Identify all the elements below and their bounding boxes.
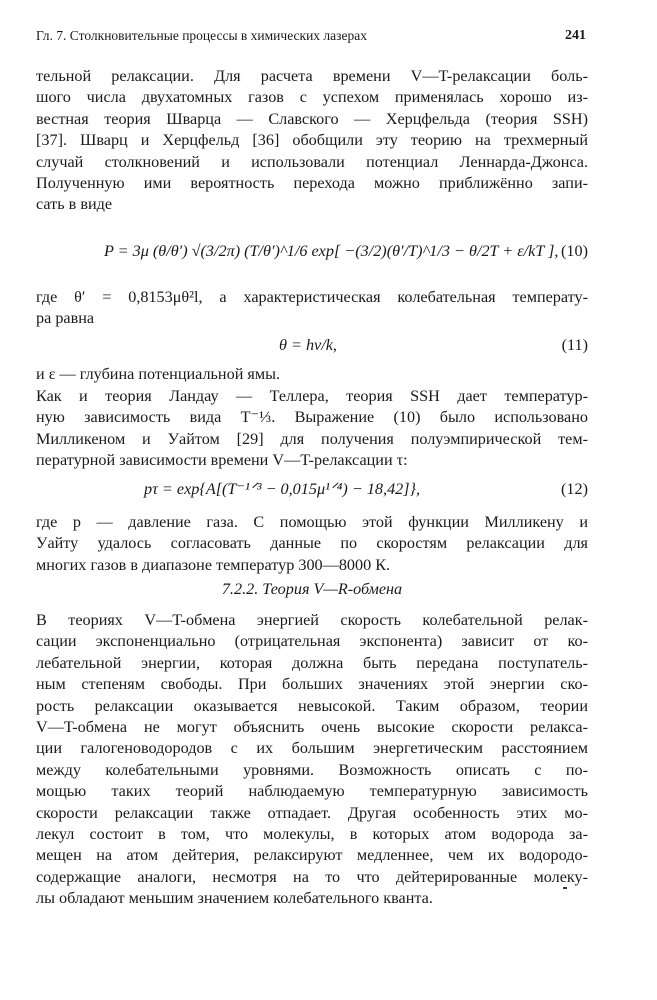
text-line: лебательной энергии, которая должна быть передана поступатель- (36, 653, 588, 672)
text-line: ции галогеноводородов с их большим энергетическим расстоянием (36, 739, 588, 758)
text-line: мещен на атом дейтерия, релаксируют медленнее, чем их водородо- (36, 846, 588, 865)
text-line: сации экспоненциально (отрицательная экспонента) зависит от ко- (36, 632, 588, 651)
text-line: и ε — глубина потенциальной ямы. (36, 365, 281, 383)
text-line: [37]. Шварц и Херцфельд [36] обобщили эту теорию на трехмерный (36, 131, 588, 150)
text-line: ную зависимость вида T⁻⅓. Выражение (10) было использовано (36, 408, 588, 427)
equation-12 (36, 478, 588, 502)
equation-12-expression: pτ = exp{A[(T⁻¹ᐟ³ − 0,015μ¹ᐟ⁴) − 18,42]}, (144, 480, 421, 498)
text-line: лы обладают меньшим значением колебательного кванта. (36, 889, 433, 908)
text-line: случай столкновений и использовали потенциал Леннарда-Джонса. (36, 152, 588, 171)
page-number: 241 (565, 28, 586, 43)
text-line: Милликеном и Уайтом [29] для получения полуэмпирической тем- (36, 429, 588, 448)
text-line: Полученную ими вероятность перехода можно приближённо запи- (36, 173, 588, 192)
paragraph-3 (36, 364, 588, 385)
text-line: лекул состоит в том, что молекулы, в которых атом водорода за- (36, 824, 588, 843)
paragraph-2 (36, 287, 588, 330)
text-line: V—T-обмена не могут объяснить очень высокие скорости релакса- (36, 717, 588, 736)
text-line: где p — давление газа. С помощью этой функции Милликену и (36, 513, 588, 531)
section-heading: 7.2.2. Теория V—R-обмена (221, 580, 403, 598)
paragraph-1 (36, 66, 588, 216)
equation-11-number: (11) (561, 336, 588, 354)
equation-10 (36, 232, 588, 272)
text-line: скорости релаксации также отпадает. Другая особенность этих мо- (36, 803, 588, 822)
text-line: рость релаксации оказывается невысокой. Таким образом, теории (36, 696, 588, 715)
equation-12-number: (12) (561, 480, 588, 498)
equation-10-number: (10) (561, 242, 588, 260)
text-line: между колебательными уровнями. Возможность описать с по- (36, 760, 588, 779)
equation-11-expression: θ = hν/k, (279, 336, 337, 354)
text-line: В теориях V—T-обмена энергией скорость колебательной релак- (36, 611, 588, 629)
text-line: Как и теория Ландау — Теллера, теория SSH дает температур- (36, 387, 588, 405)
paragraph-5 (36, 512, 588, 576)
text-line: ра равна (36, 309, 95, 328)
text-line: многих газов в диапазоне температур 300—8000 К. (36, 555, 391, 574)
text-line: пературной зависимости времени V—T-релаксации τ: (36, 451, 408, 470)
paragraph-6 (36, 610, 588, 909)
text-line: шого числа двухатомных газов с успехом применялась хорошо из- (36, 88, 588, 107)
text-line: ным степеням свободы. При больших значениях этой энергии ско- (36, 675, 588, 694)
text-line: Уайту удалось согласовать данные по скоростям релаксации для (36, 534, 588, 553)
running-title: Гл. 7. Столкновительные процессы в химических лазерах (36, 28, 367, 43)
print-mark (563, 887, 567, 889)
text-line: где θ′ = 0,8153μθ²l, а характеристическая колебательная температу- (36, 288, 588, 306)
text-line: содержащие аналоги, несмотря на то что дейтерированные молеку- (36, 867, 588, 886)
equation-11 (36, 334, 588, 358)
text-line: вестная теория Шварца — Славского — Херцфельда (теория SSH) (36, 109, 588, 128)
text-line: мощью таких теорий наблюдаемую температурную зависимость (36, 782, 588, 801)
text-line: тельной релаксации. Для расчета времени V—T-релаксации боль- (36, 67, 588, 85)
equation-10-expression: P = 3μ (θ/θ′) √(3/2π) (T/θ′)^1/6 exp[ −(3/2)(θ′/T)^1/3 − θ/2T + ε/kT ], (104, 242, 559, 260)
text-line: сать в виде (36, 195, 113, 214)
paragraph-4 (36, 386, 588, 472)
